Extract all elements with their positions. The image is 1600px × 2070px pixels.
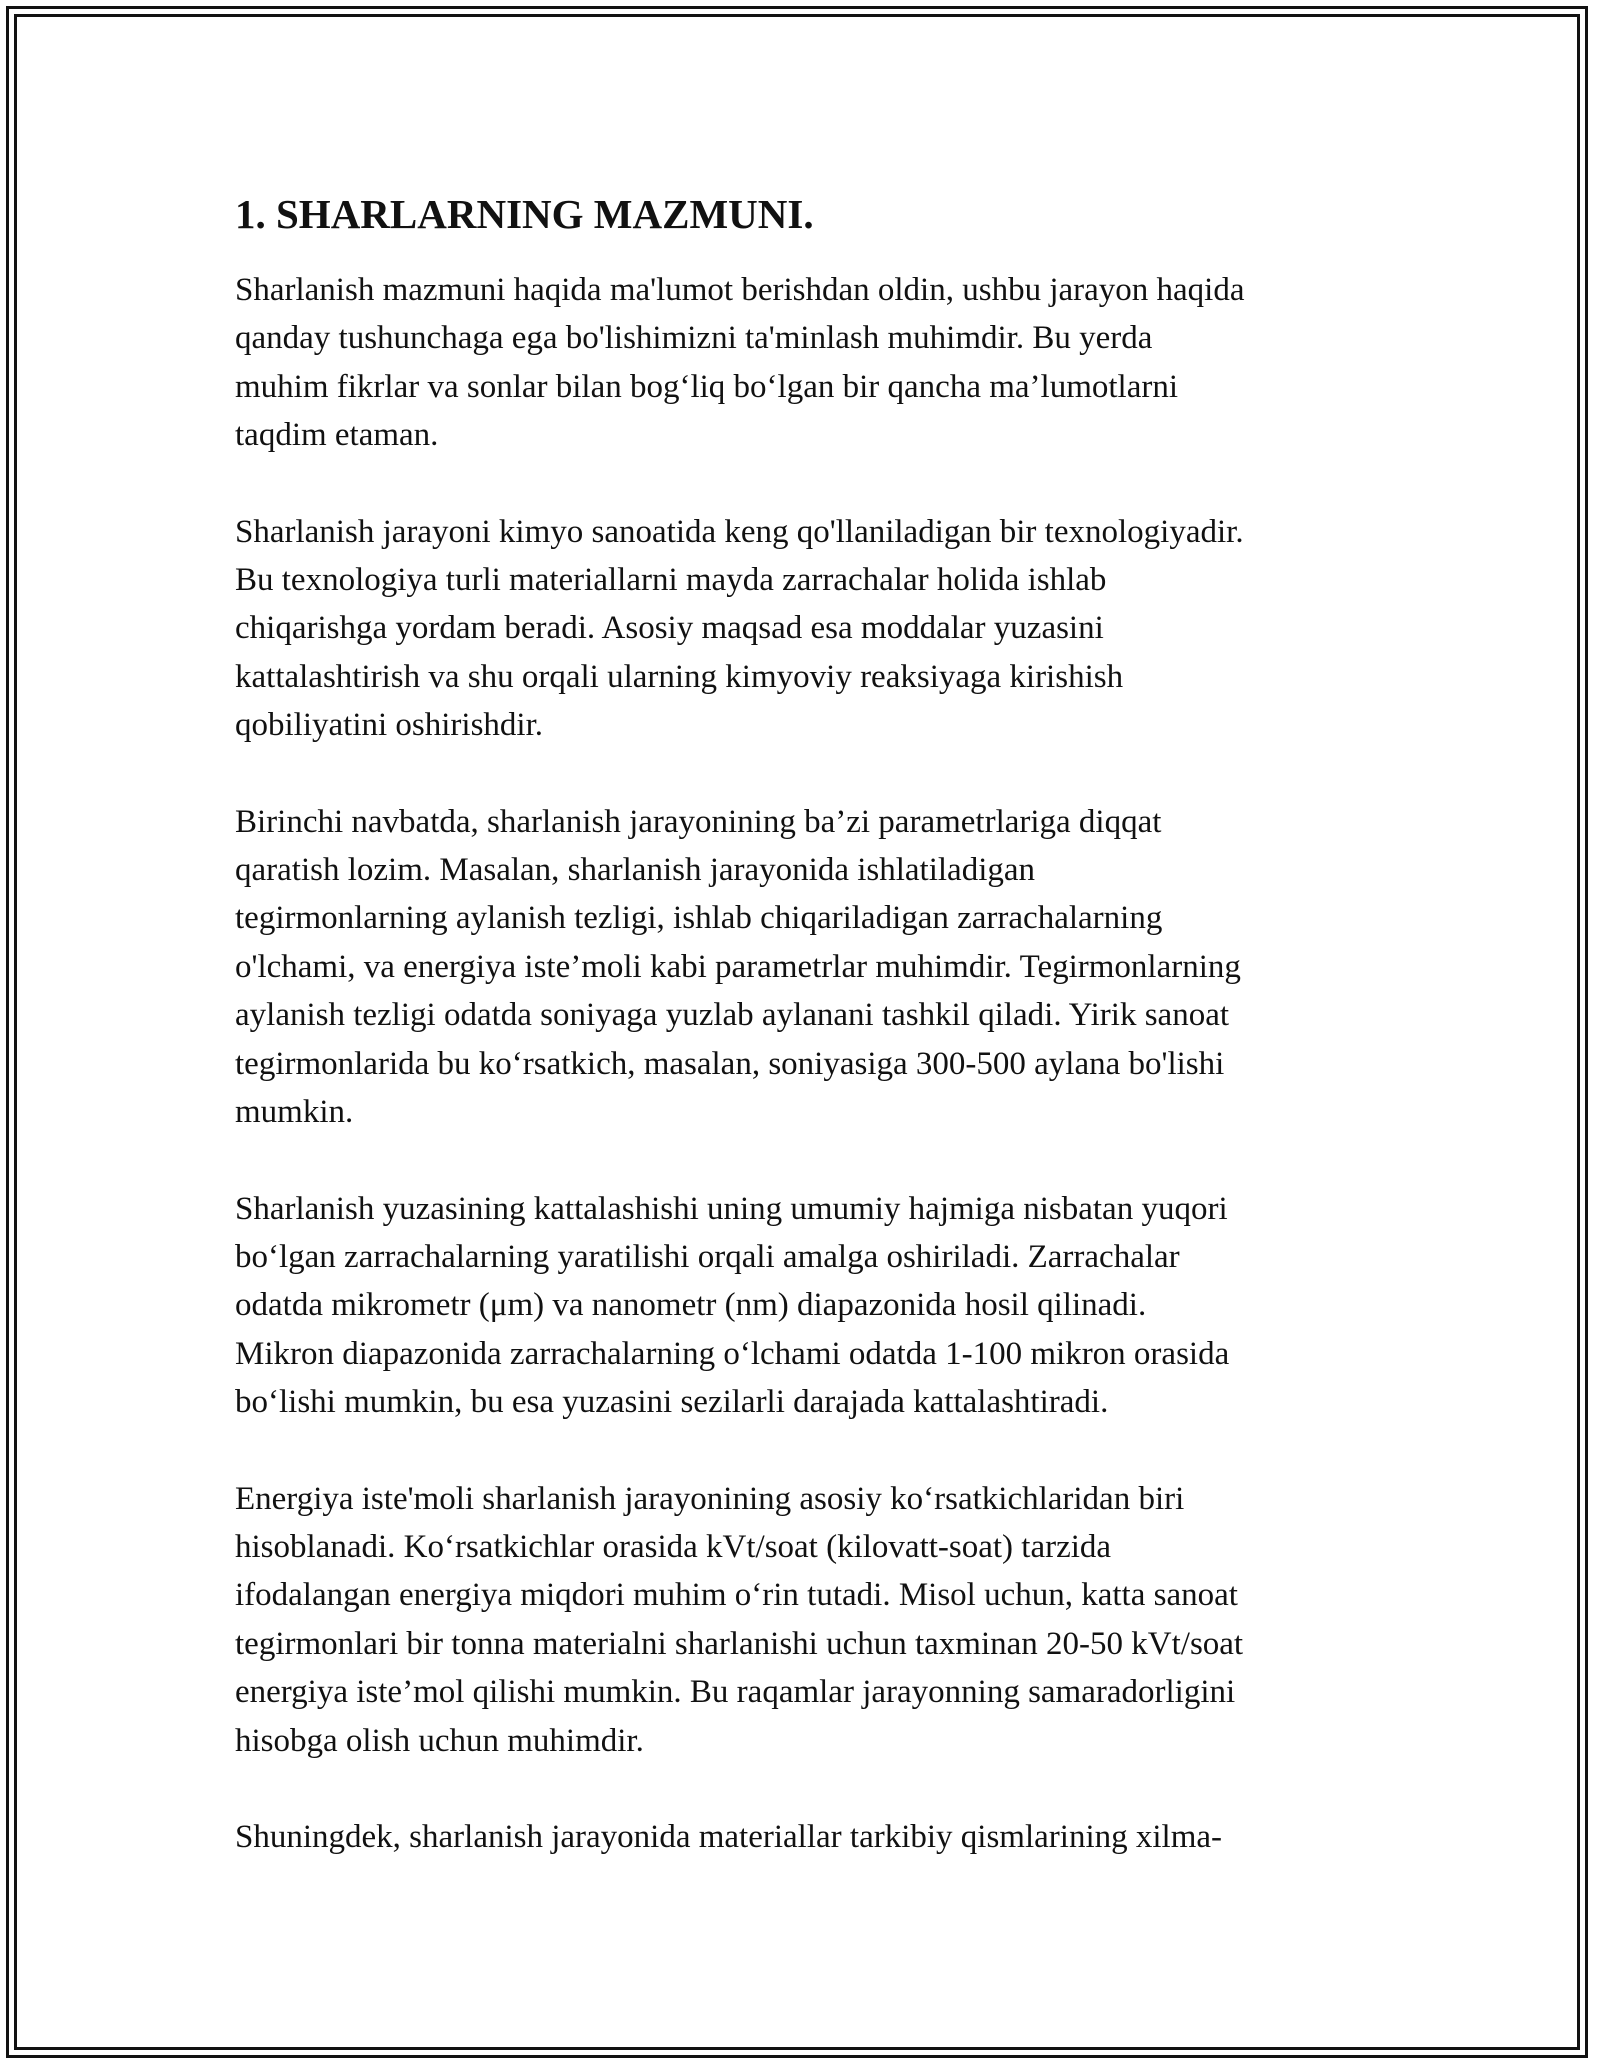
paragraph-5: Energiya iste'moli sharlanish jarayonining asosiy ko‘rsatkichlaridan biri hisoblanadi. Ko‘rsatkichlar orasida kVt/soat (kilovatt-soat) tarzida ifodalangan energiya miqdori muhim o‘rin tutadi. Misol uchun, katta sanoat tegirmonlari bir tonna materialni sharlanishi uchun taxminan 20-50 kVt/soat energiya iste’mol qilishi mumkin. Bu raqamlar jarayonning samaradorligini hisobga olish uchun muhimdir. — [235, 1480, 1244, 1759]
paragraph-2: Sharlanish jarayoni kimyo sanoatida keng qo'llaniladigan bir texnologiyadir. Bu texnologiya turli materiallarni mayda zarrachalar holida ishlab chiqarishga yordam beradi. Asosiy maqsad esa moddalar yuzasini kattalashtirish va shu orqali ularning kimyoviy reaksiyaga kirishish qobiliyatini oshirishdir. — [235, 513, 1244, 744]
document-body — [235, 186, 1385, 1909]
paragraph-4: Sharlanish yuzasining kattalashishi uning umumiy hajmiga nisbatan yuqori bo‘lgan zarrachalarning yaratilishi orqali amalga oshiriladi. Zarrachalar odatda mikrometr (μm) va nanometr (nm) diapazonida hosil qilinadi. Mikron diapazonida zarrachalarning o‘lchami odatda 1-100 mikron orasida bo‘lishi mumkin, bu esa yuzasini sezilarli darajada kattalashtiradi. — [235, 1190, 1230, 1421]
section-heading: 1. SHARLARNING MAZMUNI. — [235, 191, 814, 237]
paragraph-3: Birinchi navbatda, sharlanish jarayonining ba’zi parametrlariga diqqat qaratish lozim. Masalan, sharlanish jarayonida ishlatiladigan tegirmonlarning aylanish tezligi, ishlab chiqariladigan zarrachalarning o'lchami, va energiya iste’moli kabi parametrlar muhimdir. Tegirmonlarning aylanish tezligi odatda soniyaga yuzlab aylanani tashkil qiladi. Yirik sanoat tegirmonlarida bu ko‘rsatkich, masalan, soniyasiga 300-500 aylana bo'lishi mumkin. — [235, 803, 1241, 1131]
paragraph-1: Sharlanish mazmuni haqida ma'lumot berishdan oldin, ushbu jarayon haqida qanday tushunchaga ega bo'lishimizni ta'minlash muhimdir. Bu yerda muhim fikrlar va sonlar bilan bog‘liq bo‘lgan bir qancha ma’lumotlarni taqdim etaman. — [235, 272, 1245, 454]
paragraph-6: Shuningdek, sharlanish jarayonida materiallar tarkibiy qismlarining xilma- — [235, 1818, 1223, 1855]
